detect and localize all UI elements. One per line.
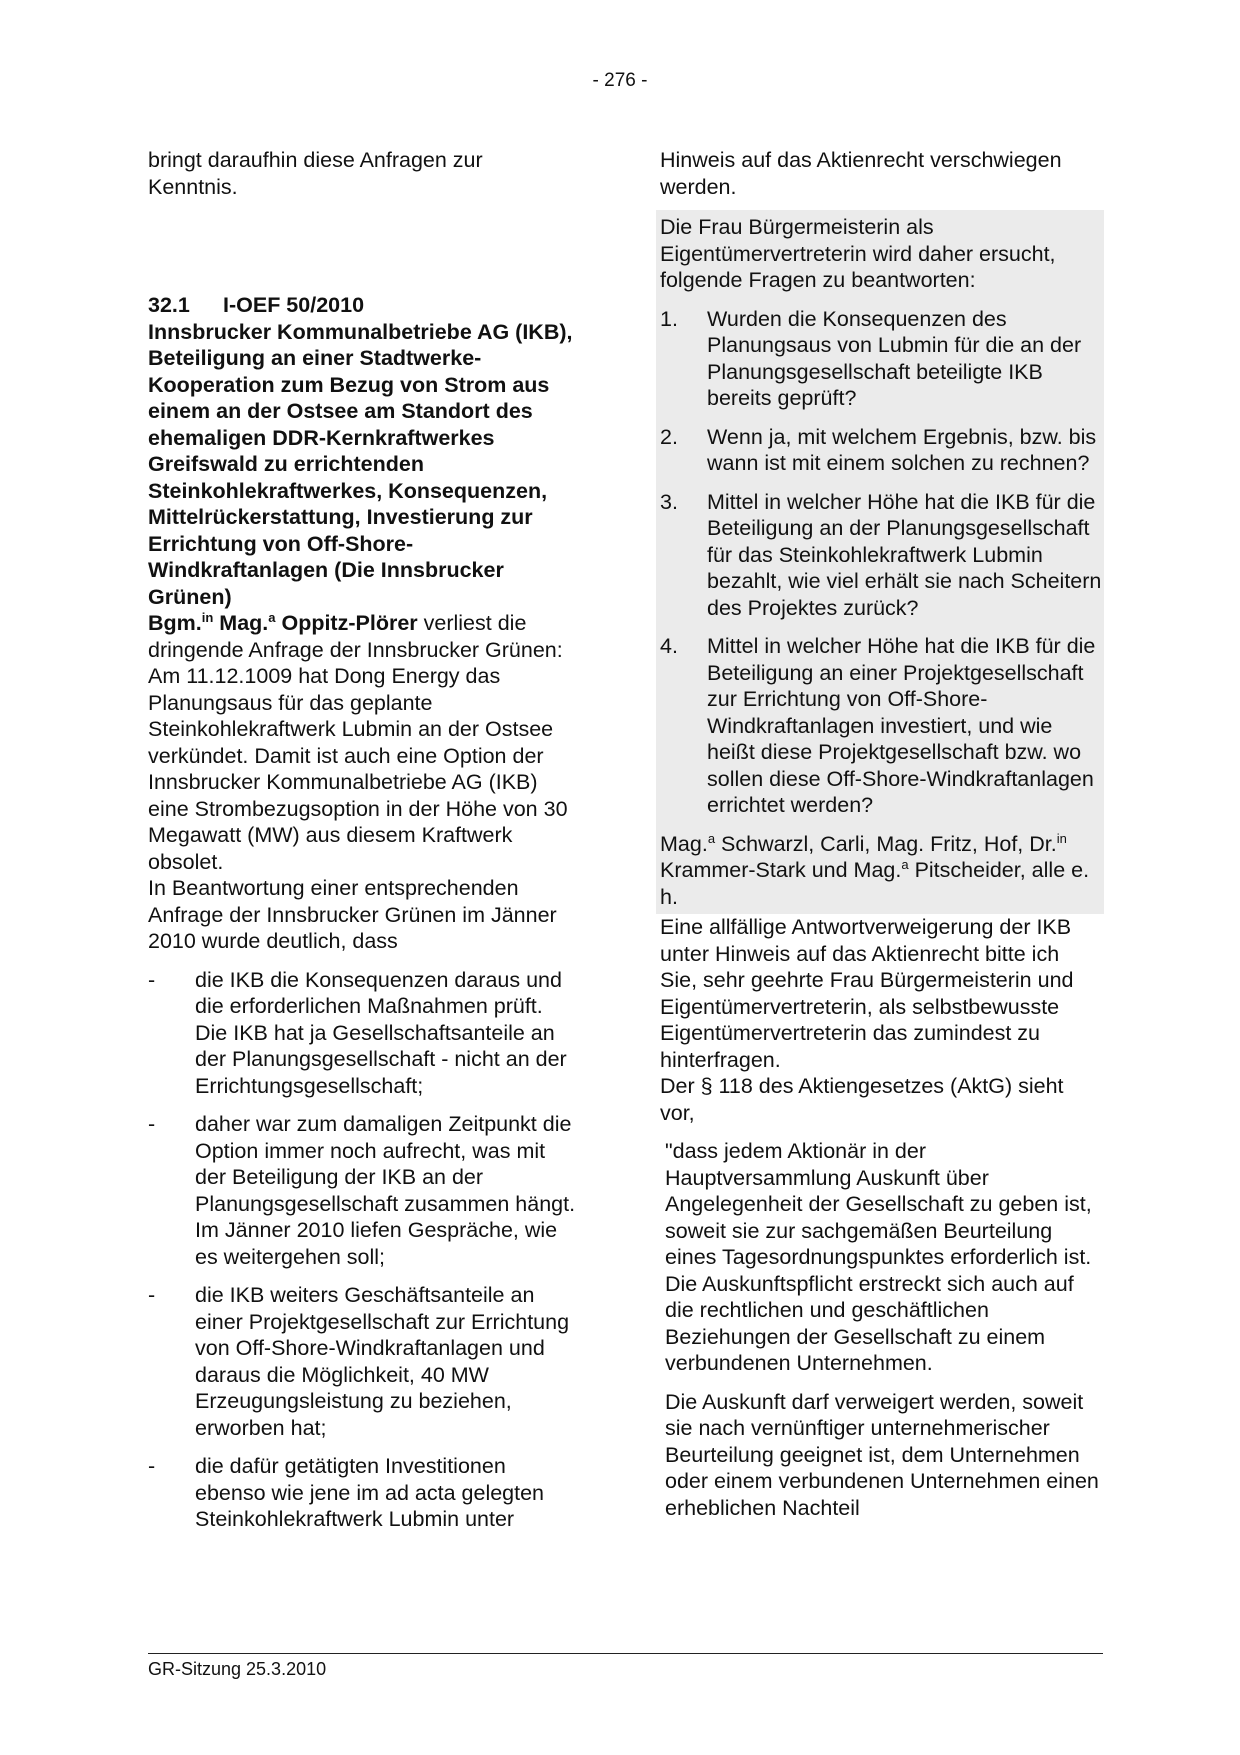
footer-text: GR-Sitzung 25.3.2010	[148, 1659, 327, 1679]
sig-mag-1: Mag.	[660, 831, 708, 856]
intro-speaker-name: Oppitz-Plörer	[275, 611, 418, 635]
request-text: Die Frau Bürgermeisterin als Eigentümervertreterin wird daher ersucht, folgende Fragen zu beantworten:	[660, 215, 1056, 292]
top-text: bringt daraufhin diese Anfragen zur Kenntnis.	[148, 148, 483, 199]
bullet-text: daher war zum damaligen Zeitpunkt die Option immer noch aufrecht, was mit der Beteiligung der IKB an der Planungsgesellschaft zusammen hängt. Im Jänner 2010 liefen Gespräche, wie es weitergehen soll;	[195, 1112, 576, 1269]
list-item	[148, 967, 578, 1100]
sig-names-1: Schwarzl, Carli, Mag. Fritz, Hof,	[715, 831, 1030, 856]
paragraph-2: In Beantwortung einer entsprechenden Anfrage der Innsbrucker Grünen im Jänner 2010 wurde deutlich, dass	[148, 876, 557, 953]
continuation-text: Hinweis auf das Aktienrecht verschwiegen werden.	[660, 148, 1062, 199]
sig-sup-a-2: a	[901, 856, 909, 872]
intro-sup-a: a	[268, 609, 276, 625]
intro-title-bgm: Bgm.	[148, 611, 202, 635]
sig-sup-in: in	[1056, 830, 1067, 846]
right-column	[660, 147, 1100, 1521]
list-item	[148, 1111, 578, 1270]
intro-rest: verliest die dringende Anfrage der Innsbrucker Grünen:	[148, 611, 563, 662]
bullet-dash: -	[148, 1112, 156, 1136]
law-paragraph: Der § 118 des Aktiengesetzes (AktG) sieht vor,	[660, 1074, 1064, 1125]
item-heading	[148, 292, 578, 319]
bullet-text: die IKB weiters Geschäftsanteile an einer Projektgesellschaft zur Errichtung von Off-Shore-Windkraftanlagen und daraus die Möglichkeit, 40 MW Erzeugungsleistung zu beziehen, erworben hat;	[195, 1283, 570, 1440]
question-text: Mittel in welcher Höhe hat die IKB für die Beteiligung an der Planungsgesellschaft für das Steinkohlekraftwerk Lubmin bezahlt, wie viel erhält sie nach Scheitern des Projektes zurück?	[707, 489, 1102, 620]
bullet-dash: -	[148, 967, 156, 992]
sig-names-2: Krammer-Stark und Mag.	[660, 858, 902, 882]
question-text: Wurden die Konsequenzen des Planungsaus von Lubmin für die an der Planungsgesellschaft beteiligte IKB bereits geprüft?	[707, 306, 1082, 410]
question-number: 3.	[660, 489, 678, 514]
bullet-dash: -	[148, 1454, 156, 1478]
footer-divider	[148, 1653, 1103, 1654]
list-item	[148, 1453, 578, 1533]
list-item	[660, 489, 1104, 622]
law-quote	[660, 1138, 1100, 1521]
list-item	[660, 306, 1104, 412]
left-column	[148, 147, 578, 1545]
page-number: - 276 -	[592, 70, 648, 91]
quote-paragraph-1: "dass jedem Aktionär in der Hauptversammlung Auskunft über Angelegenheit der Gesellschaft zu geben ist, soweit sie zur sachgemäßen Beurteilung eines Tagesordnungspunktes erforderlich ist. Die Auskunftspflicht erstreckt sich auch auf die rechtlichen und geschäftlichen Beziehungen der Gesellschaft zu einem verbundenen Unternehmen.	[665, 1139, 1092, 1375]
intro-title-mag: Mag.	[213, 611, 269, 635]
question-text: Wenn ja, mit welchem Ergebnis, bzw. bis wann ist mit einem solchen zu rechnen?	[707, 424, 1097, 475]
quote-paragraph-2: Die Auskunft darf verweigert werden, soweit sie nach vernünftiger unternehmerischer Beurteilung geeignet ist, dem Unternehmen oder einem verbundenen Unternehmen einen erheblichen Nachteil	[665, 1389, 1099, 1520]
item-reference: I-OEF 50/2010	[223, 293, 365, 317]
list-item	[660, 424, 1104, 477]
sig-names-3: Pitscheider, alle e. h.	[660, 858, 1090, 909]
paragraph-1: Am 11.12.1009 hat Dong Energy das Planungsaus für das geplante Steinkohlekraftwerk Lubmin an der Ostsee verkündet. Damit ist auch eine Option der Innsbrucker Kommunalbetriebe AG (IKB) eine Strombezugsoption in der Höhe von 30 Megawatt (MW) aus diesem Kraftwerk obsolet.	[148, 664, 568, 874]
bullet-dash: -	[148, 1283, 156, 1307]
list-item	[148, 1282, 578, 1441]
bullet-text: die dafür getätigten Investitionen ebenso wie jene im ad acta gelegten Steinkohlekraftwerk Lubmin unter	[195, 1454, 545, 1531]
bullet-text: die IKB die Konsequenzen daraus und die erforderlichen Maßnahmen prüft. Die IKB hat ja Gesellschaftsanteile an der Planungsgesellschaft - nicht an der Errichtungsgesellschaft;	[195, 967, 567, 1098]
sig-dr: Dr.	[1029, 831, 1057, 856]
sig-sup-a-1: a	[707, 830, 716, 846]
question-number: 2.	[660, 424, 678, 449]
item-number: 32.1	[148, 293, 190, 317]
list-item	[660, 633, 1104, 819]
highlighted-request-block	[656, 210, 1104, 914]
signatories	[660, 831, 1104, 911]
bullet-list	[148, 967, 578, 1533]
question-number: 1.	[660, 306, 678, 331]
item-subject: Innsbrucker Kommunalbetriebe AG (IKB), Beteiligung an einer Stadtwerke-Kooperation zum Bezug von Strom aus einem an der Ostsee am Standort des ehemaligen DDR-Kernkraftwerkes Greifswald zu errichtenden Steinkohlekraftwerkes, Konsequenzen, Mittelrückerstattung, Investierung zur Errichtung von Off-Shore-Windkraftanlagen (Die Innsbrucker Grünen)	[148, 319, 573, 609]
question-list	[660, 306, 1104, 819]
question-number: 4.	[660, 634, 678, 658]
intro-sup-in: in	[201, 609, 214, 625]
refusal-paragraph: Eine allfällige Antwortverweigerung der IKB unter Hinweis auf das Aktienrecht bitte ich Sie, sehr geehrte Frau Bürgermeisterin und Eigentümervertreterin, als selbstbewusste Eigentümervertreterin das zumindest zu hinterfragen.	[660, 915, 1074, 1072]
intro-paragraph	[148, 610, 578, 663]
question-text: Mittel in welcher Höhe hat die IKB für die Beteiligung an einer Projektgesellschaft zur Errichtung von Off-Shore-Windkraftanlagen investiert, und wie heißt diese Projektgesellschaft bzw. wo sollen diese Off-Shore-Windkraftanlagen errichtet werden?	[707, 634, 1096, 817]
